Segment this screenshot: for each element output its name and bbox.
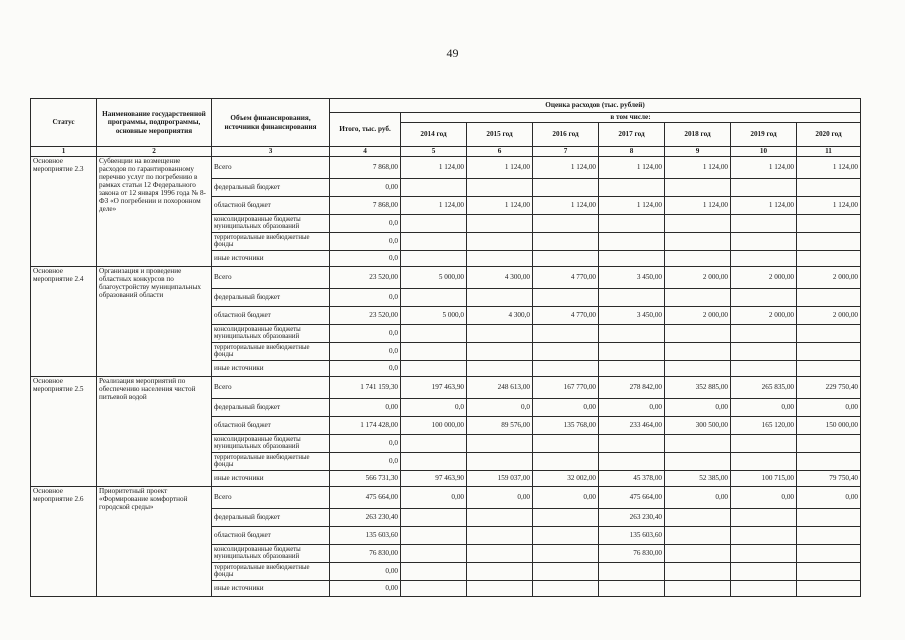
- year-value: [467, 453, 533, 471]
- year-value: [533, 563, 599, 581]
- header-estimate: Оценка расходов (тыс. рублей): [330, 99, 861, 113]
- year-value: 0,00: [731, 399, 797, 417]
- year-value: [797, 453, 861, 471]
- year-value: [467, 527, 533, 545]
- year-value: [533, 361, 599, 377]
- header-year: 2014 год: [401, 123, 467, 147]
- year-value: 89 576,00: [467, 417, 533, 435]
- year-value: [665, 233, 731, 251]
- activity-name: Организация и проведение областных конкурсов по благоустройству муниципальных образований области: [97, 267, 212, 377]
- finance-source: областной бюджет: [212, 417, 330, 435]
- total-value: 0,0: [330, 233, 401, 251]
- year-value: 1 124,00: [533, 157, 599, 179]
- year-value: [731, 215, 797, 233]
- year-value: 2 000,00: [797, 307, 861, 325]
- year-value: 2 000,00: [731, 267, 797, 289]
- year-value: [797, 435, 861, 453]
- finance-source: Всего: [212, 157, 330, 179]
- year-value: [599, 343, 665, 361]
- year-value: [665, 215, 731, 233]
- year-value: 159 037,00: [467, 471, 533, 487]
- finance-source: иные источники: [212, 471, 330, 487]
- activity-status: Основное мероприятие 2.3: [31, 157, 97, 267]
- header-finance: Объем финансирования, источники финансирования: [212, 99, 330, 147]
- year-value: 2 000,00: [731, 307, 797, 325]
- header-year: 2020 год: [797, 123, 861, 147]
- total-value: 135 603,60: [330, 527, 401, 545]
- year-value: [797, 233, 861, 251]
- total-value: 76 830,00: [330, 545, 401, 563]
- total-value: 0,0: [330, 289, 401, 307]
- year-value: [731, 563, 797, 581]
- year-value: 265 835,00: [731, 377, 797, 399]
- total-value: 0,0: [330, 435, 401, 453]
- year-value: [467, 581, 533, 597]
- header-total: Итого, тыс. руб.: [330, 113, 401, 147]
- year-value: 0,00: [797, 487, 861, 509]
- total-value: 263 230,40: [330, 509, 401, 527]
- year-value: [665, 581, 731, 597]
- total-value: 23 520,00: [330, 307, 401, 325]
- total-value: 475 664,00: [330, 487, 401, 509]
- finance-source: территориальные внебюджетные фонды: [212, 233, 330, 251]
- year-value: 100 715,00: [731, 471, 797, 487]
- year-value: [731, 435, 797, 453]
- year-value: [665, 343, 731, 361]
- year-value: [533, 527, 599, 545]
- year-value: 1 124,00: [731, 157, 797, 179]
- finance-source: федеральный бюджет: [212, 399, 330, 417]
- year-value: [797, 343, 861, 361]
- year-value: 475 664,00: [599, 487, 665, 509]
- table-row: [31, 377, 861, 399]
- year-value: 76 830,00: [599, 545, 665, 563]
- finance-source: территориальные внебюджетные фонды: [212, 343, 330, 361]
- finance-source: Всего: [212, 377, 330, 399]
- year-value: [401, 343, 467, 361]
- year-value: [797, 545, 861, 563]
- total-value: 566 731,30: [330, 471, 401, 487]
- year-value: [665, 289, 731, 307]
- table-row: [31, 267, 861, 289]
- year-value: 167 770,00: [533, 377, 599, 399]
- year-value: [467, 563, 533, 581]
- year-value: 1 124,00: [533, 197, 599, 215]
- activity-name: Субвенции на возмещение расходов по гарантированному перечню услуг по погребению в рамках статьи 12 Федерального закона от 12 января 1996 года № 8-ФЗ «О погребении и похоронном деле»: [97, 157, 212, 267]
- year-value: 0,0: [467, 399, 533, 417]
- year-value: 1 124,00: [797, 157, 861, 179]
- year-value: 79 750,40: [797, 471, 861, 487]
- year-value: 1 124,00: [401, 157, 467, 179]
- header-year: 2016 год: [533, 123, 599, 147]
- year-value: 352 885,00: [665, 377, 731, 399]
- year-value: [467, 361, 533, 377]
- year-value: [533, 251, 599, 267]
- finance-source: консолидированные бюджеты муниципальных образований: [212, 215, 330, 233]
- year-value: 1 124,00: [797, 197, 861, 215]
- year-value: 1 124,00: [467, 197, 533, 215]
- year-value: [533, 325, 599, 343]
- finance-source: территориальные внебюджетные фонды: [212, 563, 330, 581]
- year-value: 1 124,00: [665, 157, 731, 179]
- year-value: 229 750,40: [797, 377, 861, 399]
- year-value: [401, 179, 467, 197]
- year-value: [731, 527, 797, 545]
- year-value: 0,00: [401, 487, 467, 509]
- year-value: [599, 233, 665, 251]
- total-value: 0,00: [330, 563, 401, 581]
- year-value: [467, 251, 533, 267]
- finance-source: областной бюджет: [212, 527, 330, 545]
- year-value: [533, 215, 599, 233]
- year-value: [533, 509, 599, 527]
- column-number: 7: [533, 147, 599, 157]
- year-value: [533, 289, 599, 307]
- year-value: 52 385,00: [665, 471, 731, 487]
- activity-name: Реализация мероприятий по обеспечению населения чистой питьевой водой: [97, 377, 212, 487]
- column-number: 8: [599, 147, 665, 157]
- year-value: [731, 545, 797, 563]
- year-value: 0,00: [797, 399, 861, 417]
- year-value: [797, 289, 861, 307]
- total-value: 0,0: [330, 343, 401, 361]
- finance-source: областной бюджет: [212, 197, 330, 215]
- year-value: 0,00: [665, 487, 731, 509]
- column-number: 10: [731, 147, 797, 157]
- year-value: [467, 179, 533, 197]
- year-value: 165 120,00: [731, 417, 797, 435]
- total-value: 1 741 159,30: [330, 377, 401, 399]
- finance-source: федеральный бюджет: [212, 179, 330, 197]
- year-value: [599, 215, 665, 233]
- year-value: [599, 251, 665, 267]
- finance-source: территориальные внебюджетные фонды: [212, 453, 330, 471]
- year-value: 3 450,00: [599, 267, 665, 289]
- year-value: [797, 325, 861, 343]
- year-value: [401, 215, 467, 233]
- total-value: 0,0: [330, 325, 401, 343]
- year-value: 5 000,0: [401, 307, 467, 325]
- table-row: [31, 157, 861, 179]
- finance-source: Всего: [212, 487, 330, 509]
- year-value: [401, 289, 467, 307]
- year-value: [665, 361, 731, 377]
- activity-status: Основное мероприятие 2.5: [31, 377, 97, 487]
- year-value: [401, 453, 467, 471]
- year-value: [401, 435, 467, 453]
- total-value: 1 174 428,00: [330, 417, 401, 435]
- year-value: 4 770,00: [533, 267, 599, 289]
- finance-source: федеральный бюджет: [212, 509, 330, 527]
- year-value: 1 124,00: [467, 157, 533, 179]
- year-value: [401, 233, 467, 251]
- column-number: 4: [330, 147, 401, 157]
- header-name: Наименование государственной программы, подпрограммы, основные мероприятия: [97, 99, 212, 147]
- total-value: 0,0: [330, 453, 401, 471]
- year-value: 300 500,00: [665, 417, 731, 435]
- year-value: [401, 527, 467, 545]
- year-value: [599, 453, 665, 471]
- year-value: 100 000,00: [401, 417, 467, 435]
- year-value: 0,0: [401, 399, 467, 417]
- header-including: в том числе:: [401, 113, 861, 123]
- year-value: 248 613,00: [467, 377, 533, 399]
- year-value: [665, 179, 731, 197]
- finance-source: иные источники: [212, 361, 330, 377]
- header-status: Статус: [31, 99, 97, 147]
- total-value: 0,0: [330, 251, 401, 267]
- year-value: [731, 509, 797, 527]
- year-value: 1 124,00: [599, 157, 665, 179]
- year-value: 4 770,00: [533, 307, 599, 325]
- activity-status: Основное мероприятие 2.6: [31, 487, 97, 597]
- year-value: [599, 361, 665, 377]
- year-value: 233 464,00: [599, 417, 665, 435]
- year-value: [401, 545, 467, 563]
- header-year: 2018 год: [665, 123, 731, 147]
- total-value: 0,0: [330, 215, 401, 233]
- year-value: 1 124,00: [599, 197, 665, 215]
- header-year: 2019 год: [731, 123, 797, 147]
- year-value: [797, 509, 861, 527]
- year-value: [401, 251, 467, 267]
- year-value: [467, 435, 533, 453]
- year-value: [599, 289, 665, 307]
- year-value: 4 300,00: [467, 267, 533, 289]
- year-value: [665, 435, 731, 453]
- total-value: 0,00: [330, 399, 401, 417]
- year-value: [599, 563, 665, 581]
- finance-source: иные источники: [212, 581, 330, 597]
- year-value: [665, 251, 731, 267]
- year-value: [797, 527, 861, 545]
- year-value: [797, 215, 861, 233]
- total-value: 0,00: [330, 179, 401, 197]
- year-value: 197 463,90: [401, 377, 467, 399]
- total-value: 0,0: [330, 361, 401, 377]
- year-value: [599, 435, 665, 453]
- year-value: [665, 545, 731, 563]
- year-value: [533, 453, 599, 471]
- year-value: [401, 581, 467, 597]
- table-row: [31, 487, 861, 509]
- year-value: [533, 343, 599, 361]
- year-value: 0,00: [467, 487, 533, 509]
- year-value: [731, 325, 797, 343]
- year-value: 4 300,0: [467, 307, 533, 325]
- year-value: 1 124,00: [401, 197, 467, 215]
- year-value: [665, 527, 731, 545]
- year-value: [533, 233, 599, 251]
- total-value: 7 868,00: [330, 197, 401, 215]
- year-value: [731, 453, 797, 471]
- year-value: [533, 435, 599, 453]
- finance-source: консолидированные бюджеты муниципальных образований: [212, 325, 330, 343]
- year-value: [401, 361, 467, 377]
- year-value: [731, 179, 797, 197]
- year-value: 32 002,00: [533, 471, 599, 487]
- year-value: [731, 361, 797, 377]
- finance-source: консолидированные бюджеты муниципальных образований: [212, 435, 330, 453]
- total-value: 0,00: [330, 581, 401, 597]
- page-number: 49: [446, 46, 459, 60]
- year-value: 135 768,00: [533, 417, 599, 435]
- column-number: 2: [97, 147, 212, 157]
- finance-source: федеральный бюджет: [212, 289, 330, 307]
- year-value: 45 378,00: [599, 471, 665, 487]
- column-number: 5: [401, 147, 467, 157]
- finance-source: Всего: [212, 267, 330, 289]
- year-value: 2 000,00: [797, 267, 861, 289]
- year-value: [467, 233, 533, 251]
- year-value: 3 450,00: [599, 307, 665, 325]
- year-value: 0,00: [533, 487, 599, 509]
- total-value: 23 520,00: [330, 267, 401, 289]
- year-value: [797, 563, 861, 581]
- finance-source: иные источники: [212, 251, 330, 267]
- year-value: [467, 509, 533, 527]
- year-value: [731, 233, 797, 251]
- year-value: [797, 251, 861, 267]
- year-value: 0,00: [599, 399, 665, 417]
- year-value: [731, 289, 797, 307]
- year-value: [533, 179, 599, 197]
- year-value: [533, 545, 599, 563]
- year-value: 1 124,00: [665, 197, 731, 215]
- column-number: 9: [665, 147, 731, 157]
- finance-source: областной бюджет: [212, 307, 330, 325]
- year-value: [467, 343, 533, 361]
- column-number: 11: [797, 147, 861, 157]
- header-year: 2015 год: [467, 123, 533, 147]
- year-value: 2 000,00: [665, 267, 731, 289]
- year-value: [797, 361, 861, 377]
- finance-source: консолидированные бюджеты муниципальных образований: [212, 545, 330, 563]
- year-value: [665, 563, 731, 581]
- year-value: [401, 325, 467, 343]
- column-number: 1: [31, 147, 97, 157]
- year-value: [797, 179, 861, 197]
- year-value: [731, 251, 797, 267]
- budget-table: [30, 98, 861, 597]
- year-value: [665, 325, 731, 343]
- year-value: [401, 563, 467, 581]
- year-value: [533, 581, 599, 597]
- year-value: [665, 509, 731, 527]
- year-value: 0,00: [665, 399, 731, 417]
- year-value: 5 000,00: [401, 267, 467, 289]
- year-value: 263 230,40: [599, 509, 665, 527]
- year-value: [731, 581, 797, 597]
- year-value: [467, 215, 533, 233]
- year-value: [599, 325, 665, 343]
- year-value: [599, 179, 665, 197]
- header-year: 2017 год: [599, 123, 665, 147]
- year-value: 135 603,60: [599, 527, 665, 545]
- year-value: 2 000,00: [665, 307, 731, 325]
- activity-name: Приоритетный проект «Формирование комфортной городской среды»: [97, 487, 212, 597]
- year-value: [665, 453, 731, 471]
- year-value: [797, 581, 861, 597]
- year-value: 0,00: [533, 399, 599, 417]
- year-value: 97 463,90: [401, 471, 467, 487]
- year-value: 278 842,00: [599, 377, 665, 399]
- column-number: 6: [467, 147, 533, 157]
- year-value: 150 000,00: [797, 417, 861, 435]
- year-value: [401, 509, 467, 527]
- activity-status: Основное мероприятие 2.4: [31, 267, 97, 377]
- year-value: [599, 581, 665, 597]
- year-value: [467, 289, 533, 307]
- total-value: 7 868,00: [330, 157, 401, 179]
- year-value: [467, 325, 533, 343]
- year-value: 1 124,00: [731, 197, 797, 215]
- year-value: [467, 545, 533, 563]
- year-value: 0,00: [731, 487, 797, 509]
- year-value: [731, 343, 797, 361]
- column-number: 3: [212, 147, 330, 157]
